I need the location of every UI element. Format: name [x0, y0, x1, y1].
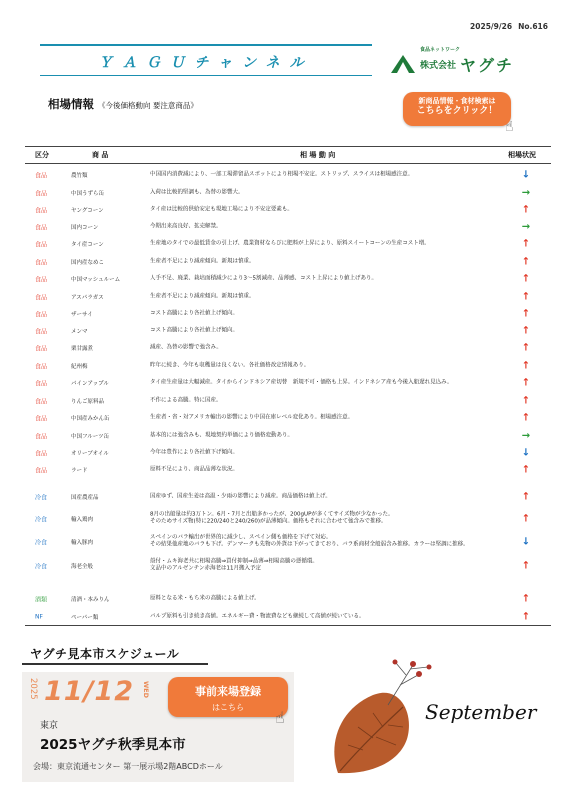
arrow-up-icon: ↑: [521, 513, 531, 525]
section-title: [48, 96, 198, 112]
row-trend-line: 原料となる米・もち米の高騰による値上げ。: [150, 594, 260, 601]
row-product: 紀州梅: [71, 363, 88, 370]
table-row: [25, 288, 551, 305]
row-trend: [150, 275, 510, 282]
row-product: ラード: [71, 467, 88, 474]
arrow-up-icon: ↑: [521, 325, 531, 336]
row-category: 食品: [35, 311, 48, 318]
row-trend-line: 中国国内消費減により、一部工場滞留品スポットにより相場不安定。ストリップ、スライスは相場感注意。: [150, 170, 414, 177]
table-row: [25, 322, 551, 339]
event-weekday: WED: [142, 681, 150, 699]
cta-line2: こちらをクリック！: [416, 105, 498, 116]
table-row: [25, 409, 551, 426]
row-category: 食品: [35, 380, 48, 387]
row-trend-line: 今期出来高良好、拡売解禁。: [150, 222, 222, 229]
row-category: 冷食: [35, 516, 48, 524]
row-trend-line: 殻付・ムキ海老共に相場高騰⇒買付抑制⇒品薄⇒相場高騰の悪循環。: [150, 558, 318, 565]
row-category: 食品: [35, 433, 48, 440]
row-trend: [150, 432, 510, 439]
row-trend: [150, 512, 510, 527]
section-title-main: 相場情報: [48, 97, 94, 111]
arrow-up-icon: ↑: [521, 611, 531, 622]
arrow-up-icon: ↑: [521, 377, 531, 388]
row-trend-line: タイ産は比較的供給安定も現地工場により不安定要素も。: [150, 205, 293, 212]
table-row: [25, 218, 551, 235]
row-trend-line: 8月の出船量は約3万トン。6月・7月と出船多かったが、200gUPが多くてサイズ物が少なかった。: [150, 511, 394, 518]
row-trend-line: コスト高騰により各社値上げ傾向。: [150, 326, 239, 333]
table-row: [25, 608, 551, 625]
row-product: メンマ: [71, 328, 88, 335]
row-trend-line: 今年は豊作により各社値下げ傾向。: [150, 448, 239, 455]
arrow-up-icon: ↑: [521, 204, 531, 215]
row-trend-line: 昨年に続き、今年も収穫量は良くない。各社価格改定情報あり。: [150, 361, 310, 368]
table-row: [25, 201, 551, 218]
arrow-up-icon: ↑: [521, 395, 531, 406]
event-name: 2025ヤグチ秋季見本市: [40, 737, 186, 753]
title-divider-bottom: [40, 75, 372, 77]
row-category: 食品: [35, 172, 48, 179]
row-product: 国産農産品: [71, 495, 99, 501]
arrow-up-icon: ↑: [521, 342, 531, 353]
logo-name: ヤグチ: [460, 55, 515, 75]
event-year: 2025: [28, 678, 38, 700]
logo-tagline: 食品ネットワーク: [420, 47, 461, 53]
row-trend: [150, 293, 510, 300]
row-trend-line: コスト高騰により各社値上げ傾向。: [150, 309, 239, 316]
row-category: 食品: [35, 241, 48, 248]
row-trend-line: スペインのバラ輸出が世界的に減少し、スペイン側も価格を下げて対応。: [150, 534, 332, 541]
register-line2: はこちら: [212, 703, 244, 712]
row-category: 食品: [35, 190, 48, 197]
section-subtitle: 《今後価格動向 要注意商品》: [98, 101, 198, 110]
table-row: [25, 392, 551, 409]
row-product: 国内コーン: [71, 224, 99, 231]
table-top-rule: [25, 146, 551, 147]
arrow-up-icon: ↑: [521, 593, 531, 604]
row-category: 食品: [35, 328, 48, 335]
table-row: [25, 357, 551, 374]
table-row: [25, 339, 551, 356]
row-trend: [150, 258, 510, 265]
row-product: 輸入鶏肉: [71, 517, 94, 523]
row-trend: [150, 449, 510, 456]
register-line1: 事前来場登録: [195, 685, 261, 698]
table-row: [25, 235, 551, 252]
row-trend-line: 基本的には強含みも、現地契約単価により価格変動あり。: [150, 431, 294, 438]
table-row: [25, 461, 551, 478]
channel-title: ＹＡＧＵチャンネル: [98, 55, 314, 71]
table-header-rule: [25, 163, 551, 164]
arrow-down-icon: ↓: [521, 536, 531, 548]
row-category: 食品: [35, 345, 48, 352]
row-trend: [150, 327, 510, 334]
row-category: 食品: [35, 415, 48, 422]
row-trend-line: 国産ゆず、国産生姜は高温・少雨の影響により減産。商品価格は値上げ。: [150, 493, 331, 500]
row-trend-line: 生産地のタイでの最低賃金の引上げ、農業資材ならびに肥料が上昇により、原料スイートコーンの生産コスト増。: [150, 239, 430, 246]
event-city: 東京: [40, 721, 59, 731]
table-row: [25, 270, 551, 287]
row-product: 海老全般: [71, 564, 94, 570]
schedule-title-underline: [22, 663, 208, 665]
arrow-up-icon: ↑: [521, 412, 531, 423]
row-trend: [150, 466, 510, 473]
issue-info: [464, 22, 548, 31]
row-product: 中国産みかん缶: [71, 415, 110, 422]
row-category: 食品: [35, 259, 48, 266]
row-trend-line: その結果他産地のバラも下げ。デンマークも先物の外貨は下がってきており、バラ系商材全般弱含み推移。カラーは堅調に推移。: [150, 542, 469, 548]
row-product: アスパラガス: [71, 294, 104, 301]
row-trend: [150, 223, 510, 230]
pointer-hand-icon: ☝: [505, 119, 514, 135]
row-trend-line: 生産者不足により減産傾向。新規は慎重。: [150, 257, 255, 264]
product-search-button[interactable]: [403, 92, 511, 126]
table-row: [25, 554, 551, 578]
issue-date: 2025/9/26: [470, 22, 513, 31]
row-category: 食品: [35, 276, 48, 283]
table-row: [25, 427, 551, 444]
row-trend: [150, 240, 510, 247]
row-trend: [150, 379, 510, 386]
table-row: [25, 487, 551, 507]
row-trend: [150, 613, 510, 620]
arrow-right-icon: →: [521, 187, 531, 198]
row-trend: [150, 171, 510, 178]
row-category: 食品: [35, 363, 48, 370]
arrow-up-icon: ↑: [521, 464, 531, 475]
row-category: 食品: [35, 398, 48, 405]
row-product: タイ産コーン: [71, 241, 104, 248]
row-category: 食品: [35, 467, 48, 474]
row-category: 食品: [35, 207, 48, 214]
logo-mark-icon: [390, 54, 416, 74]
arrow-up-icon: ↑: [521, 308, 531, 319]
table-row: [25, 590, 551, 607]
schedule-title: ヤグチ見本市スケジュール: [30, 647, 180, 661]
table-row: [25, 444, 551, 461]
table-row: [25, 184, 551, 201]
row-product: 輸入豚肉: [71, 540, 94, 546]
arrow-right-icon: →: [521, 430, 531, 441]
row-trend-line: 文品中のアルゼンチン赤海老は11月搬入予定: [150, 566, 262, 572]
row-trend: [150, 535, 510, 550]
table-row: [25, 305, 551, 322]
row-trend-line: 減産、為替の影響で強含み。: [150, 343, 222, 350]
row-product: ザーサイ: [71, 311, 93, 318]
row-trend: [150, 493, 510, 500]
row-trend: [150, 414, 510, 421]
table-row: [25, 166, 551, 183]
row-product: 中国うずら缶: [71, 190, 105, 197]
row-product: 中国マッシュルーム: [71, 276, 121, 283]
row-product: オリーブオイル: [71, 450, 109, 457]
row-trend-line: 原料不足により、商品品薄な状況。: [150, 465, 239, 472]
row-trend: [150, 595, 510, 602]
pointer-hand-icon: ☝: [275, 708, 285, 727]
logo-corp: 株式会社: [420, 60, 457, 71]
arrow-up-icon: ↑: [521, 491, 531, 503]
row-trend: [150, 362, 510, 369]
row-product: 栗甘露煮: [71, 345, 94, 352]
table-row: [25, 374, 551, 391]
channel-title-band: [40, 44, 372, 76]
arrow-down-icon: ↓: [521, 447, 531, 458]
row-product: 中国フルーツ缶: [71, 433, 110, 440]
arrow-right-icon: →: [521, 221, 531, 232]
row-trend-line: 不作による高騰。特に国産。: [150, 396, 222, 403]
row-product: 国内産なめこ: [71, 259, 105, 266]
header-product: 商 品: [92, 151, 109, 159]
table-row: [25, 530, 551, 554]
row-trend: [150, 310, 510, 317]
header-category: 区分: [35, 151, 49, 159]
arrow-up-icon: ↑: [521, 360, 531, 371]
header-status: 相場状況: [508, 151, 536, 159]
row-category: 食品: [35, 450, 48, 457]
row-category: 酒類: [35, 596, 48, 603]
row-trend-line: 生産者不足により減産傾向。新規は慎重。: [150, 292, 255, 299]
row-product: ヤングコーン: [71, 207, 104, 214]
row-category: 食品: [35, 224, 48, 231]
row-trend: [150, 189, 510, 196]
row-category: 冷食: [35, 494, 48, 502]
row-category: 冷食: [35, 563, 48, 571]
row-category: 冷食: [35, 539, 48, 547]
table-row: [25, 507, 551, 531]
row-trend-line: 入荷は比較的堅調も、為替の影響大。: [150, 188, 244, 195]
row-product: パインアップル: [71, 380, 109, 387]
event-venue: 会場：東京流通センター 第一展示場2階ABCDホール: [33, 762, 223, 771]
row-trend: [150, 397, 510, 404]
row-product: ペーパー類: [71, 614, 99, 621]
row-trend-line: パルプ原料も引き続き高値。エネルギー費・物流費なども継続して高値が続いている。: [150, 612, 365, 619]
row-trend: [150, 559, 510, 574]
arrow-up-icon: ↑: [521, 273, 531, 284]
row-category: NF: [35, 613, 43, 620]
row-trend: [150, 344, 510, 351]
arrow-up-icon: ↑: [521, 291, 531, 302]
event-date: 11/12: [44, 676, 135, 707]
arrow-up-icon: ↑: [521, 256, 531, 267]
row-trend-line: 人手不足、廃業、栽培面積減少により3～5割減産、品薄感、コスト上昇により値上げあり。: [150, 274, 378, 281]
arrow-up-icon: ↑: [521, 238, 531, 249]
pre-registration-button[interactable]: [168, 677, 288, 717]
row-product: 清酒・本みりん: [71, 596, 110, 603]
company-logo[interactable]: [390, 47, 550, 76]
table-bottom-rule: [25, 625, 551, 626]
table-row: [25, 253, 551, 270]
month-decoration: September: [425, 700, 537, 724]
row-trend: [150, 206, 510, 213]
row-category: 食品: [35, 294, 48, 301]
cta-line1: 新商品情報・食材検索は: [418, 97, 496, 105]
row-product: りんご原料品: [71, 398, 105, 405]
row-trend-line: 生産者・省・対アメリカ輸出の影響により中国在庫レベル変化あり。相場感注意。: [150, 413, 354, 420]
title-divider-top: [40, 44, 372, 46]
issue-number: No.616: [518, 22, 548, 31]
arrow-up-icon: ↑: [521, 560, 531, 572]
row-product: 農竹類: [71, 172, 88, 179]
row-trend-line: そのためサイズ物(特に220/240と240/260)が品薄傾向。価格もそれに合わせて強含みで推移。: [150, 519, 387, 525]
row-trend-line: タイ産生産量は大幅減産。タイからインドネシア産切替 新規不可・価格も上昇。インドネシア産も今後入船遅れ見込み。: [150, 378, 453, 385]
arrow-down-icon: ↓: [521, 169, 531, 180]
header-trend: 相 場 動 向: [300, 151, 336, 159]
